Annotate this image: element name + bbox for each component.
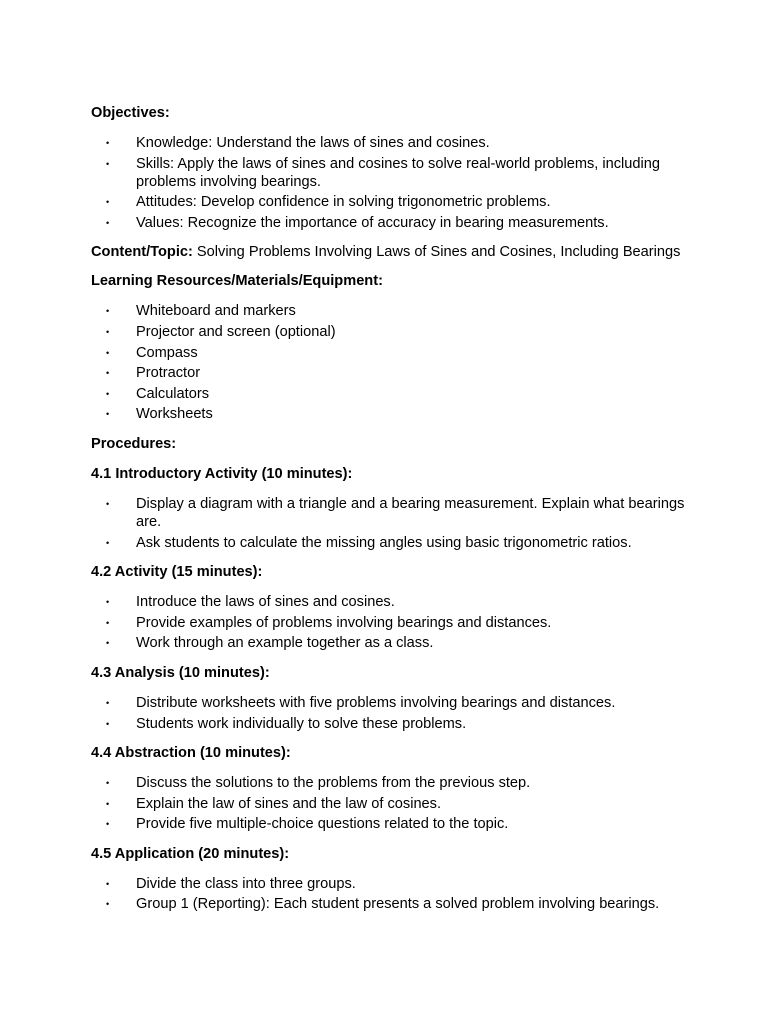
step-text: Provide examples of problems involving bearings and distances. bbox=[136, 614, 552, 631]
list-item bbox=[91, 634, 691, 652]
section-list-4-3 bbox=[91, 694, 691, 733]
bullet-icon: • bbox=[106, 158, 110, 169]
list-item bbox=[91, 774, 691, 792]
list-item bbox=[91, 405, 691, 423]
bullet-icon: • bbox=[106, 697, 110, 708]
objectives-heading: Objectives: bbox=[91, 105, 170, 121]
list-item bbox=[91, 694, 691, 712]
resource-text: Compass bbox=[136, 344, 198, 361]
step-text: Provide five multiple-choice questions related to the topic. bbox=[136, 816, 509, 833]
list-item bbox=[91, 385, 691, 403]
bullet-icon: • bbox=[106, 718, 110, 729]
content-topic-label: Content/Topic: bbox=[91, 244, 193, 261]
resource-text: Projector and screen (optional) bbox=[136, 323, 336, 340]
section-list-4-5 bbox=[91, 875, 691, 914]
resources-list bbox=[91, 302, 691, 423]
step-text: Explain the law of sines and the law of cosines. bbox=[136, 795, 442, 812]
section-heading-4-2: 4.2 Activity (15 minutes): bbox=[91, 564, 263, 581]
step-text: Introduce the laws of sines and cosines. bbox=[136, 594, 395, 611]
content-topic bbox=[91, 243, 691, 261]
list-item bbox=[91, 364, 691, 382]
bullet-icon: • bbox=[106, 878, 110, 889]
bullet-icon: • bbox=[106, 138, 110, 148]
resource-text: Calculators bbox=[136, 385, 209, 402]
bullet-icon: • bbox=[106, 368, 110, 379]
list-item bbox=[91, 715, 691, 733]
section-list-4-2 bbox=[91, 593, 691, 652]
resources-heading: Learning Resources/Materials/Equipment: bbox=[91, 273, 383, 290]
bullet-icon: • bbox=[106, 899, 110, 910]
bullet-icon: • bbox=[106, 347, 110, 358]
section-heading-4-5: 4.5 Application (20 minutes): bbox=[91, 845, 290, 862]
bullet-icon: • bbox=[106, 388, 110, 399]
bullet-icon: • bbox=[106, 819, 110, 830]
bullet-icon: • bbox=[106, 638, 110, 649]
objective-text: Values: Recognize the importance of accuracy in bearing measurements. bbox=[136, 214, 609, 231]
step-text: Group 1 (Reporting): Each student presents a solved problem involving bearings. bbox=[136, 896, 660, 913]
bullet-icon: • bbox=[106, 617, 110, 628]
list-item bbox=[91, 323, 691, 341]
resource-text: Worksheets bbox=[136, 406, 213, 423]
bullet-icon: • bbox=[106, 778, 110, 789]
objective-text: Attitudes: Develop confidence in solving trigonometric problems. bbox=[136, 194, 551, 211]
section-heading-4-3: 4.3 Analysis (10 minutes): bbox=[91, 664, 270, 681]
step-text: Ask students to calculate the missing angles using basic trigonometric ratios. bbox=[136, 534, 632, 551]
list-item bbox=[91, 795, 691, 813]
list-item bbox=[91, 134, 691, 152]
list-item bbox=[91, 214, 691, 232]
objective-text: Skills: Apply the laws of sines and cosines to solve real-world problems, including problems involving bearings. bbox=[136, 155, 661, 190]
list-item bbox=[91, 344, 691, 362]
step-text: Students work individually to solve these problems. bbox=[136, 715, 467, 732]
procedures-heading: Procedures: bbox=[91, 435, 177, 452]
resource-text: Protractor bbox=[136, 365, 201, 382]
bullet-icon: • bbox=[106, 409, 110, 420]
content-topic-text: Solving Problems Involving Laws of Sines and Cosines, Including Bearings bbox=[192, 244, 681, 261]
list-item bbox=[91, 895, 691, 913]
section-list-4-1 bbox=[91, 495, 691, 552]
list-item bbox=[91, 193, 691, 211]
list-item bbox=[91, 534, 691, 552]
objectives-list bbox=[91, 134, 691, 232]
list-item bbox=[91, 614, 691, 632]
resource-text: Whiteboard and markers bbox=[136, 303, 296, 320]
step-text: Divide the class into three groups. bbox=[136, 875, 356, 892]
step-text: Display a diagram with a triangle and a bearing measurement. Explain what bearings are. bbox=[136, 495, 685, 530]
bullet-icon: • bbox=[106, 498, 110, 509]
step-text: Discuss the solutions to the problems from the previous step. bbox=[136, 775, 531, 792]
step-text: Work through an example together as a class. bbox=[136, 635, 434, 652]
list-item bbox=[91, 875, 691, 893]
list-item bbox=[91, 593, 691, 611]
bullet-icon: • bbox=[106, 326, 110, 337]
section-heading-4-4: 4.4 Abstraction (10 minutes): bbox=[91, 745, 291, 762]
list-item bbox=[91, 302, 691, 320]
bullet-icon: • bbox=[106, 306, 110, 317]
objective-text: Knowledge: Understand the laws of sines and cosines. bbox=[136, 135, 490, 151]
section-list-4-4 bbox=[91, 774, 691, 833]
list-item bbox=[91, 155, 691, 191]
bullet-icon: • bbox=[106, 798, 110, 809]
bullet-icon: • bbox=[106, 597, 110, 608]
document-page bbox=[91, 104, 691, 916]
step-text: Distribute worksheets with five problems involving bearings and distances. bbox=[136, 694, 616, 711]
bullet-icon: • bbox=[106, 217, 110, 228]
list-item bbox=[91, 815, 691, 833]
list-item bbox=[91, 495, 691, 531]
bullet-icon: • bbox=[106, 537, 110, 548]
section-heading-4-1: 4.1 Introductory Activity (10 minutes): bbox=[91, 465, 353, 482]
bullet-icon: • bbox=[106, 197, 110, 208]
